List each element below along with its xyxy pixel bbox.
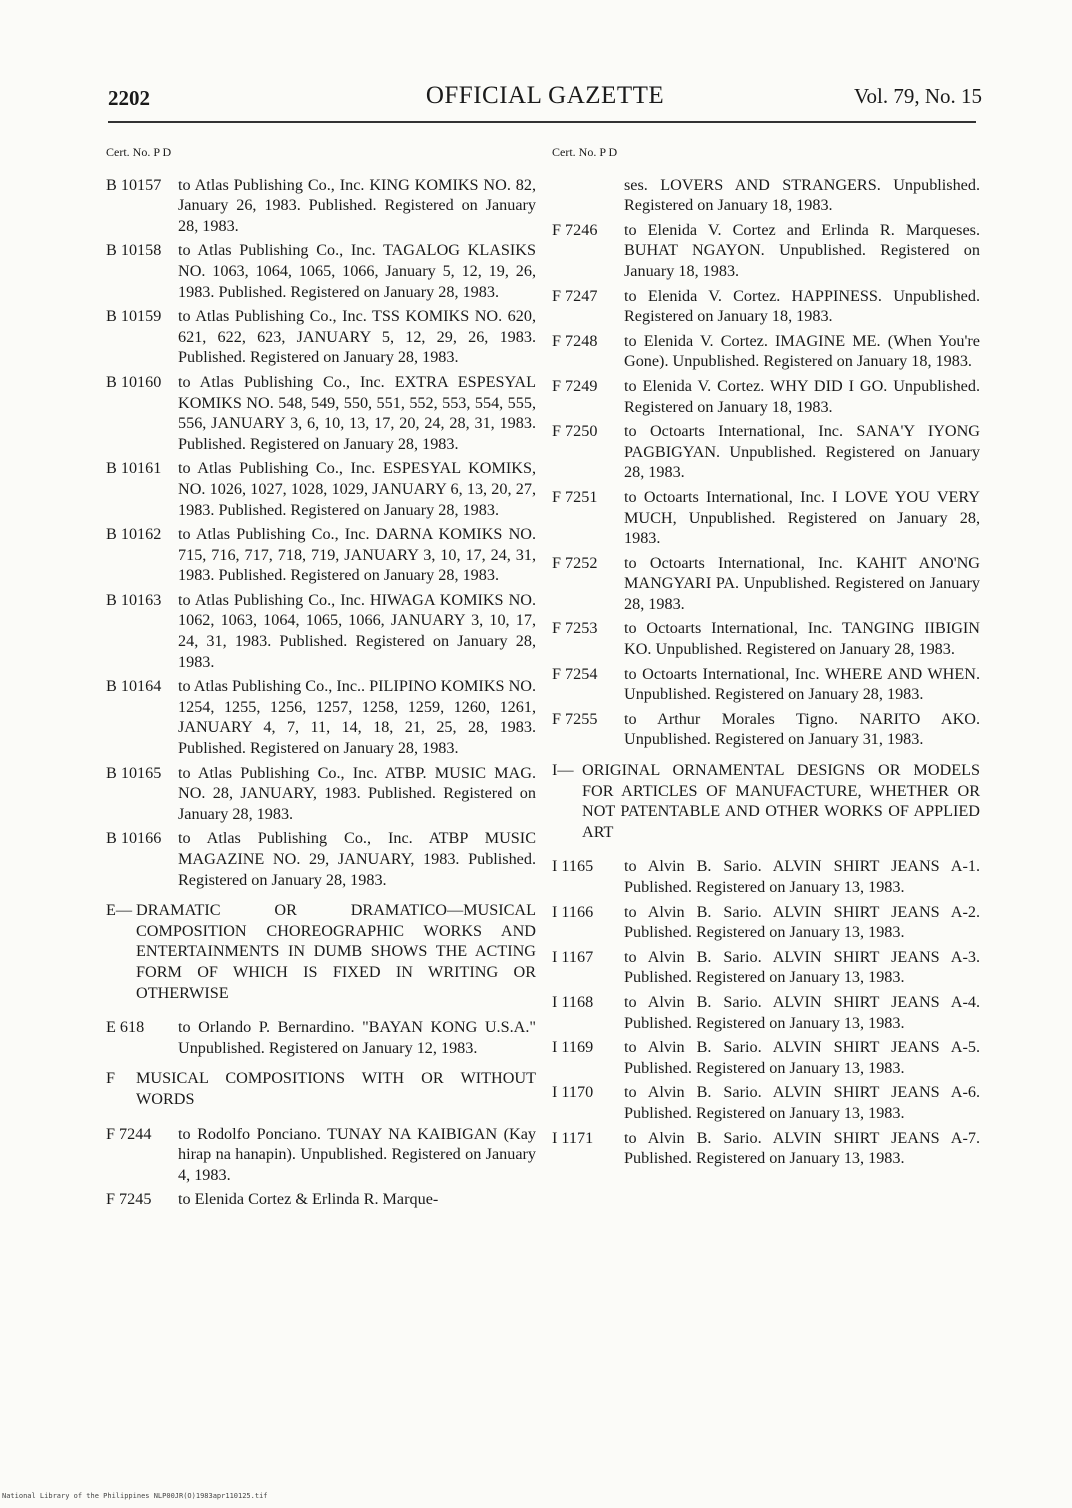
- registration-entry: [552, 618, 980, 659]
- cert-number: I 1171: [552, 1128, 594, 1147]
- registration-entry: [552, 487, 980, 549]
- entry-list: [106, 1124, 536, 1210]
- registration-entry: [552, 220, 980, 282]
- cert-number: I 1169: [552, 1038, 594, 1057]
- entry-text: to Elenida V. Cortez. HAPPINESS. Unpublished. Registered on January 18, 1983.: [624, 286, 980, 326]
- registration-entry: [106, 763, 536, 825]
- registration-entry: [552, 1037, 980, 1078]
- entry-text: to Atlas Publishing Co., Inc. ATBP MUSIC MAGAZINE NO. 29, JANUARY, 1983. Published. Registered on January 28, 1983.: [178, 829, 536, 889]
- registration-entry: [552, 421, 980, 483]
- cert-number: F 7246: [552, 220, 598, 239]
- section-title: DRAMATIC OR DRAMATICO—MUSICAL COMPOSITION CHOREOGRAPHIC WORKS AND ENTERTAINMENTS IN DUMB SHOWS THE ACTING FORM OF WHICH IS FIXED IN WRITING OR OTHERWISE: [136, 901, 536, 1002]
- cert-number: I 1167: [552, 947, 594, 966]
- entry-text: to Atlas Publishing Co., Inc. ESPESYAL KOMIKS, NO. 1026, 1027, 1028, 1029, JANUARY 6, 13, 20, 27, 1983. Published. Registered on January 28, 1983.: [178, 459, 536, 519]
- entry-text: to Orlando P. Bernardino. "BAYAN KONG U.S.A." Unpublished. Registered on January 12, 1983.: [178, 1018, 536, 1057]
- cert-number: F 7254: [552, 664, 598, 683]
- entry-text: to Rodolfo Ponciano. TUNAY NA KAIBIGAN (Kay hirap na hanapin). Unpublished. Registered on January 4, 1983.: [178, 1124, 536, 1184]
- cert-number: F 7248: [552, 331, 598, 350]
- page-header: [108, 76, 982, 116]
- registration-entry: [552, 902, 980, 943]
- page-number: 2202: [108, 86, 150, 110]
- registration-entry: [552, 709, 980, 750]
- entry-text: to Atlas Publishing Co., Inc. TSS KOMIKS NO. 620, 621, 622, 623, JANUARY 5, 12, 29, 26, 1983. Published. Registered on January 28, 1983.: [178, 307, 536, 367]
- registration-entry: [106, 676, 536, 758]
- entry-text: to Octoarts International, Inc. SANA'Y IYONG PAGBIGYAN. Unpublished. Registered on January 28, 1983.: [624, 422, 980, 482]
- entry-text: to Arthur Morales Tigno. NARITO AKO. Unpublished. Registered on January 31, 1983.: [624, 709, 980, 749]
- section-letter: I—: [552, 761, 574, 780]
- entry-text: to Elenida V. Cortez. WHY DID I GO. Unpublished. Registered on January 18, 1983.: [624, 376, 980, 416]
- registration-entry: [106, 1189, 536, 1210]
- registration-entry: [106, 828, 536, 890]
- cert-number: I 1170: [552, 1083, 594, 1102]
- cert-number: F 7245: [106, 1190, 152, 1209]
- entry-list: [552, 220, 980, 750]
- cert-number: B 10165: [106, 763, 162, 782]
- cert-number: B 10158: [106, 241, 162, 260]
- cert-number: B 10159: [106, 307, 162, 326]
- registration-entry: [552, 1082, 980, 1123]
- cert-number: F 7247: [552, 286, 598, 305]
- cert-number: I 1165: [552, 857, 594, 876]
- entry-list: [552, 856, 980, 1168]
- entry-list: [106, 1017, 536, 1058]
- entry-text: to Atlas Publishing Co., Inc. HIWAGA KOMIKS NO. 1062, 1063, 1064, 1065, 1066, JANUARY 3, 10, 17, 24, 31, 1983. Published. Registered on January 28, 1983.: [178, 590, 536, 671]
- entry-text: to Octoarts International, Inc. TANGING IIBIGIN KO. Unpublished. Registered on January 28, 1983.: [624, 619, 980, 659]
- volume-label: Vol. 79, No. 15: [854, 84, 982, 108]
- entry-text: to Alvin B. Sario. ALVIN SHIRT JEANS A-1. Published. Registered on January 13, 1983.: [624, 857, 980, 896]
- entry-text: to Octoarts International, Inc. I LOVE YOU VERY MUCH, Unpublished. Registered on January 28, 1983.: [624, 487, 980, 548]
- registration-entry: [552, 376, 980, 417]
- cert-number: F 7253: [552, 619, 598, 638]
- registration-entry: [552, 1128, 980, 1169]
- scan-footer: National Library of the Philippines NLP00JR(O)1983apr110125.tif: [2, 1492, 268, 1500]
- registration-entry: [552, 992, 980, 1033]
- cert-number: B 10157: [106, 175, 162, 194]
- entry-text: to Elenida Cortez & Erlinda R. Marque-: [178, 1190, 439, 1209]
- cert-number: F 7249: [552, 376, 598, 395]
- cert-number: I 1168: [552, 992, 594, 1011]
- cert-number: F 7252: [552, 553, 598, 572]
- entry-text: to Atlas Publishing Co., Inc. ATBP. MUSIC MAG. NO. 28, JANUARY, 1983. Published. Registered on January 28, 1983.: [178, 763, 536, 823]
- entry-text: to Octoarts International, Inc. WHERE AND WHEN. Unpublished. Registered on January 28, 1983.: [624, 664, 980, 704]
- registration-entry: [552, 856, 980, 897]
- cert-number: B 10166: [106, 829, 162, 848]
- entry-text: to Alvin B. Sario. ALVIN SHIRT JEANS A-4. Published. Registered on January 13, 1983.: [624, 992, 980, 1032]
- registration-entry: [106, 1124, 536, 1186]
- header-rule: [108, 121, 976, 123]
- registration-entry: [552, 331, 980, 372]
- entry-text: to Octoarts International, Inc. KAHIT ANO'NG MANGYARI PA. Unpublished. Registered on January 28, 1983.: [624, 553, 980, 613]
- entry-text: to Alvin B. Sario. ALVIN SHIRT JEANS A-6. Published. Registered on January 13, 1983.: [624, 1083, 980, 1122]
- publication-title: OFFICIAL GAZETTE: [425, 82, 665, 109]
- entry-text: to Atlas Publishing Co., Inc. DARNA KOMIKS NO. 715, 716, 717, 718, 719, JANUARY 3, 10, 17, 24, 31, 1983. Published. Registered on January 28, 1983.: [178, 525, 536, 585]
- entry-text: to Atlas Publishing Co., Inc. TAGALOG KLASIKS NO. 1063, 1064, 1065, 1066, January 5, 12, 19, 26, 1983. Published. Registered on January 28, 1983.: [178, 241, 536, 301]
- registration-entry: [552, 286, 980, 327]
- cert-number: B 10161: [106, 459, 162, 478]
- continued-entry-text: ses. LOVERS AND STRANGERS. Unpublished. Registered on January 18, 1983.: [624, 175, 980, 215]
- entry-list: [106, 175, 536, 891]
- cert-number: I 1166: [552, 902, 594, 921]
- cert-number: F 7250: [552, 422, 598, 441]
- cert-number: F 7244: [106, 1124, 152, 1143]
- registration-entry: [552, 664, 980, 705]
- section-heading-e: [106, 900, 536, 1003]
- section-letter: F: [106, 1069, 116, 1088]
- section-title: ORIGINAL ORNAMENTAL DESIGNS OR MODELS FOR ARTICLES OF MANUFACTURE, WHETHER OR NOT PATENTABLE AND OTHER WORKS OF APPLIED ART: [582, 761, 980, 841]
- registration-entry: [106, 372, 536, 454]
- entry-text: to Atlas Publishing Co., Inc.. PILIPINO KOMIKS NO. 1254, 1255, 1256, 1257, 1258, 1259, 1260, 1261, JANUARY 4, 7, 11, 14, 18, 21, 25, 28, 1983. Published. Registered on January 28, 1983.: [178, 677, 536, 758]
- section-title: MUSICAL COMPOSITIONS WITH OR WITHOUT WORDS: [136, 1069, 536, 1108]
- cert-number: B 10162: [106, 525, 162, 544]
- registration-entry: [552, 947, 980, 988]
- registration-entry: [106, 240, 536, 302]
- section-heading-i: [552, 760, 980, 842]
- registration-entry: [106, 458, 536, 520]
- cert-number: E 618: [106, 1018, 145, 1037]
- registration-entry: [106, 524, 536, 586]
- cert-number: F 7251: [552, 487, 598, 506]
- entry-text: to Alvin B. Sario. ALVIN SHIRT JEANS A-5. Published. Registered on January 13, 1983.: [624, 1038, 980, 1077]
- cert-number: B 10163: [106, 590, 162, 609]
- cert-column-head: Cert. No. P D: [552, 145, 618, 159]
- cert-column-head: Cert. No. P D: [106, 145, 172, 159]
- entry-text: to Alvin B. Sario. ALVIN SHIRT JEANS A-7. Published. Registered on January 13, 1983.: [624, 1128, 980, 1168]
- registration-entry: [552, 553, 980, 615]
- cert-number: B 10164: [106, 677, 162, 696]
- entry-text: to Elenida V. Cortez. IMAGINE ME. (When You're Gone). Unpublished. Registered on January 18, 1983.: [624, 331, 980, 371]
- entry-text: to Atlas Publishing Co., Inc. KING KOMIKS NO. 82, January 26, 1983. Published. Registered on January 28, 1983.: [178, 175, 536, 235]
- entry-text: to Atlas Publishing Co., Inc. EXTRA ESPESYAL KOMIKS NO. 548, 549, 550, 551, 552, 553, 554, 555, 556, JANUARY 3, 6, 10, 13, 17, 20, 24, 28, 31, 1983. Published. Registered on January 28, 1983.: [178, 372, 536, 453]
- left-column: [106, 142, 536, 1214]
- registration-entry: [106, 1017, 536, 1058]
- section-letter: E—: [106, 901, 133, 920]
- cert-number: F 7255: [552, 709, 598, 728]
- entry-text: to Alvin B. Sario. ALVIN SHIRT JEANS A-3. Published. Registered on January 13, 1983.: [624, 947, 980, 987]
- registration-entry: [106, 590, 536, 672]
- right-column: [552, 142, 980, 1173]
- section-heading-f: [106, 1068, 536, 1109]
- entry-text: to Alvin B. Sario. ALVIN SHIRT JEANS A-2. Published. Registered on January 13, 1983.: [624, 902, 980, 942]
- registration-entry: [106, 175, 536, 237]
- cert-number: B 10160: [106, 372, 162, 391]
- registration-entry: [106, 306, 536, 368]
- entry-text: to Elenida V. Cortez and Erlinda R. Marqueses. BUHAT NGAYON. Unpublished. Registered on January 18, 1983.: [624, 220, 980, 280]
